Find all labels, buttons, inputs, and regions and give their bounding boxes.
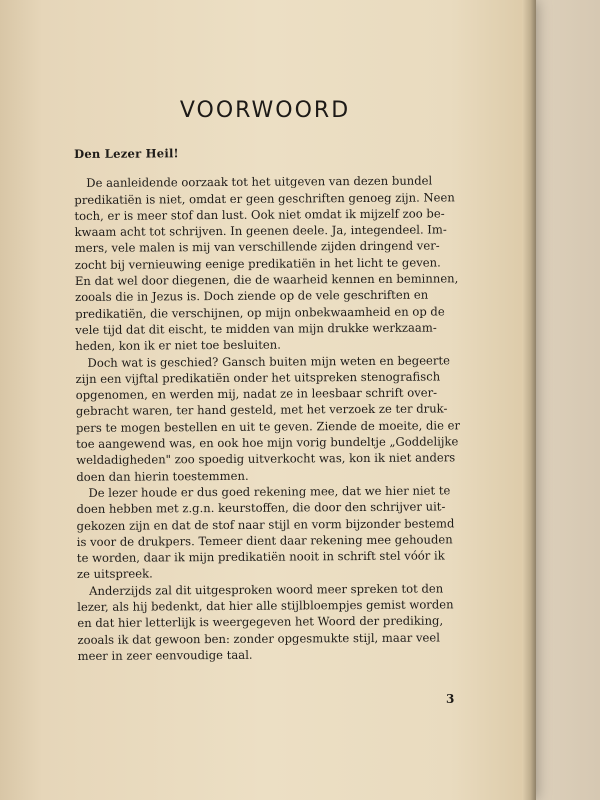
body-paragraph-3	[76, 482, 523, 583]
text-line: doen dan hierin toestemmen.	[76, 468, 249, 484]
text-line: zooals die in Jezus is. Doch ziende op de vele geschriften en	[75, 287, 429, 305]
text-line: te worden, daar ik mijn predikatiën nooit in schrift stel vóór ik	[76, 548, 445, 566]
text-line: gebracht waren, ter hand gesteld, met het verzoek ze ter druk-	[75, 401, 448, 419]
text-line: predikatiën is niet, omdat er geen geschriften genoeg zijn. Neen	[74, 189, 455, 207]
text-line: weldadigheden" zoo spoedig uitverkocht was, kon ik niet anders	[76, 450, 456, 468]
text-line: lezer, als hij bedenkt, dat hier alle stijlbloempjes gemist worden	[77, 597, 454, 615]
text-line: predikatiën, die verschijnen, op mijn onbekwaamheid en op de	[75, 304, 445, 321]
page-heading: VOORWOORD	[179, 98, 351, 123]
body-paragraph-2	[75, 351, 522, 484]
body-paragraph-4	[77, 580, 524, 665]
text-line: pers te mogen bestellen en uit te geven. Ziende de moeite, die er	[75, 418, 461, 435]
text-line: zooals ik dat gewoon ben: zonder opgesmukte stijl, maar veel	[77, 630, 440, 647]
text-line: doen hebben met z.g.n. keurstoffen, die door den schrijver uit-	[76, 499, 446, 517]
salutation: Den Lezer Heil!	[74, 146, 179, 161]
text-line: Anderzijds zal dit uitgesproken woord meer spreken tot den	[89, 581, 444, 598]
text-line: gekozen zijn en dat de stof naar stijl en vorm bijzonder bestemd	[76, 515, 455, 533]
page-edge	[522, 0, 536, 800]
text-line: ze uitspreek.	[76, 566, 153, 582]
text-line: mers, vele malen is mij van verschillende zijden dringend ver-	[74, 238, 440, 256]
body-paragraph-1	[74, 172, 521, 354]
text-line: kwaam acht tot schrijven. In geenen deele. Ja, integendeel. Im-	[74, 222, 447, 240]
text-line: meer in zeer eenvoudige taal.	[77, 647, 253, 663]
text-line: is voor de drukpers. Temeer dient daar rekening mee gehouden	[76, 532, 453, 549]
text-line: opgenomen, en werden mij, nadat ze in leesbaar schrift over-	[75, 385, 438, 403]
text-line: En dat wel door diegenen, die de waarheid kennen en beminnen,	[74, 271, 459, 289]
page-number: 3	[446, 692, 455, 706]
text-line: toe aangewend was, en ook hoe mijn vorig bundeltje „Goddelijke	[76, 434, 459, 452]
body-text	[74, 143, 524, 664]
text-line: toch, er is meer stof dan lust. Ook niet omdat ik mijzelf zoo be-	[74, 206, 445, 223]
text-line: zijn een vijftal predikatiën onder het uitspreken stenografisch	[75, 369, 441, 386]
text-line: De lezer houde er dus goed rekening mee, dat we hier niet te	[88, 483, 451, 500]
text-line: en dat hier letterlijk is weergegeven het Woord der prediking,	[77, 613, 444, 631]
text-line: vele tijd dat dit eischt, te midden van mijn drukke werkzaam-	[75, 320, 437, 337]
text-line: heden, kon ik er niet toe besluiten.	[75, 337, 281, 354]
text-line: zocht bij vernieuwing eenige predikatiën in het licht te geven.	[74, 255, 441, 272]
text-line: De aanleidende oorzaak tot het uitgeven van dezen bundel	[86, 173, 433, 191]
text-line: Doch wat is geschied? Gansch buiten mijn weten en begeerte	[87, 352, 451, 370]
